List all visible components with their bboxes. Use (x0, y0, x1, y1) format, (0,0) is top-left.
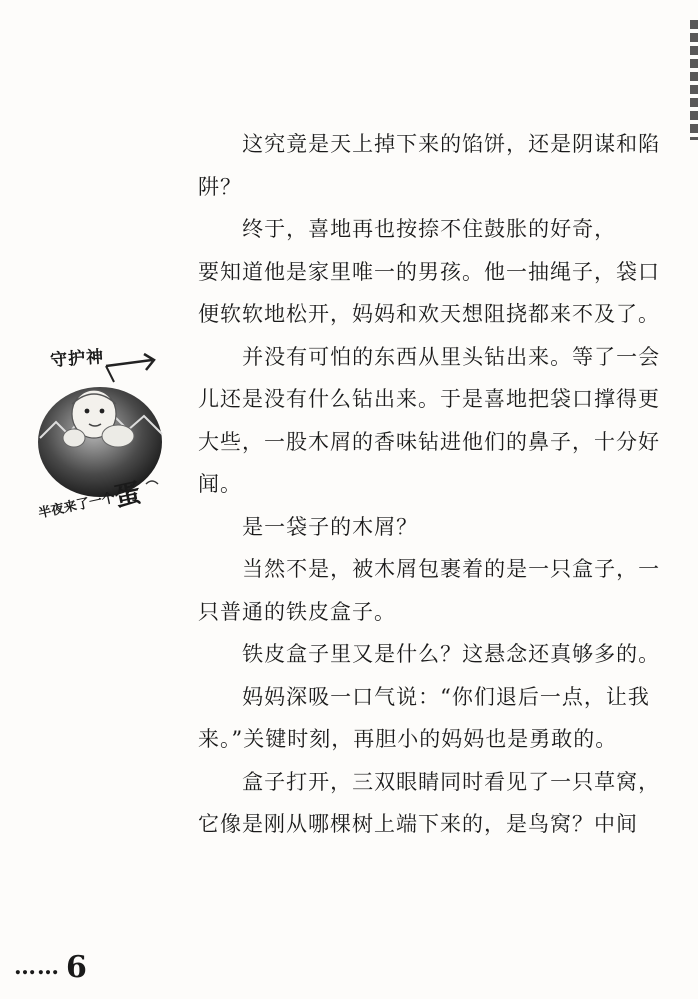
page-number: 6 (66, 950, 87, 985)
paragraph-4: 是一袋子的木屑？ (242, 514, 419, 539)
paragraph-6: 铁皮盒子里又是什么？这悬念还真够多的。 (242, 642, 661, 666)
page-edge-tab-mark (690, 20, 698, 140)
paragraph-1: 这究竟是天上掉下来的馅饼，还是阴谋和陷阱？ (198, 132, 661, 199)
series-title-bottom-big: 蛋 (111, 478, 144, 514)
paragraph-5: 当然不是，被木屑包裹着的是一只盒子，一只普通的铁皮盒子。 (198, 557, 661, 624)
paragraph-2-continued: 要知道他是家里唯一的男孩。他一抽绳子，袋口便软软地松开，妈妈和欢天想阻挠都来不及了。 (198, 259, 660, 326)
body-text (198, 123, 668, 846)
series-logo (10, 330, 190, 530)
paragraph-2: 终于，喜地再也按捺不住鼓胀的好奇， (242, 217, 617, 241)
footer-dots: …… (14, 954, 60, 980)
series-title-top: 守护神 (49, 347, 105, 371)
paragraph-7: 妈妈深吸一口气说：“你们退后一点，让我来。”关键时刻，再胆小的妈妈也是勇敢的。 (198, 684, 650, 751)
paragraph-3: 并没有可怕的东西从里头钻出来。等了一会儿还是没有什么钻出来。于是喜地把袋口撑得更大些，一股木屑的香味钻进他们的鼻子，十分好闻。 (198, 344, 661, 496)
series-title-bottom-text: 半夜来了一个 (37, 490, 117, 522)
paragraph-8: 盒子打开，三双眼睛同时看见了一只草窝，它像是刚从哪棵树上端下来的，是鸟窝？中间 (198, 769, 661, 836)
page-footer (14, 950, 87, 985)
